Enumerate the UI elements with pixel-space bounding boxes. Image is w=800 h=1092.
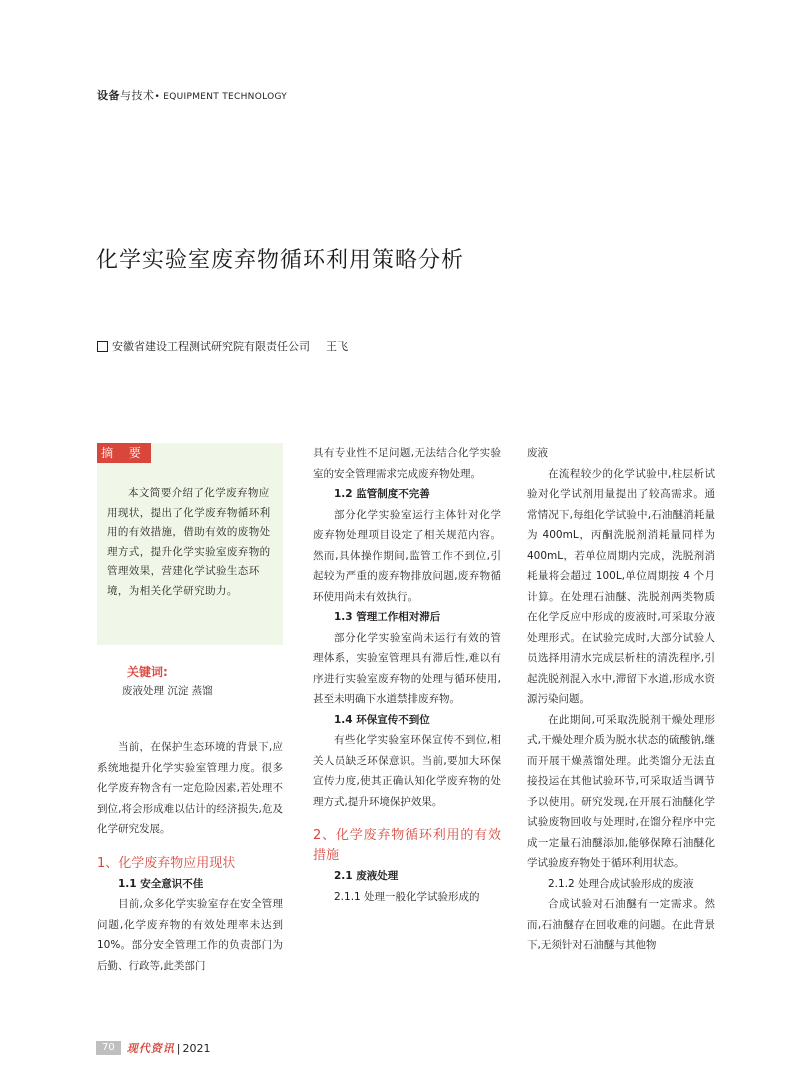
author-name: 王飞 <box>326 340 348 353</box>
subsection-heading: 2.1 废液处理 <box>334 870 399 882</box>
keywords-label: 关键词: <box>127 665 168 679</box>
paragraph: 部分化学实验室运行主体针对化学废弃物处理项目设定了相关规范内容。然而,具体操作期间,监管工作不到位,引起较为严重的废弃物排放问题,废弃物循环使用尚未有效执行。 <box>313 508 501 603</box>
paragraph: 部分化学实验室尚未运行有效的管理体系，实验室管理具有滞后性,难以有序进行实验室废弃物的处理与循环使用,甚至未明确下水道禁排废弃物。 <box>313 631 501 705</box>
paragraph: 2.1.1 处理一般化学试验形成的 <box>334 890 480 903</box>
magazine-name: 现代资讯 <box>126 1042 175 1055</box>
byline <box>97 338 348 354</box>
abstract-text: 本文简要介绍了化学废弃物应用现状，提出了化学废弃物循环利用的有效措施，借助有效的废物处理方式，提升化学实验室废弃物的管理效果，营建化学试验生态环境，为相关化学研究助力。 <box>107 487 271 597</box>
paragraph: 废液 <box>527 447 548 459</box>
column-2 <box>313 443 501 907</box>
subsection-heading: 1.1 安全意识不佳 <box>118 877 204 890</box>
paragraph: 合成试验对石油醚有一定需求。然而,石油醚存在回收难的问题。在此背景下,无须针对石油醚与其他物 <box>527 898 715 951</box>
paragraph: 2.1.2 处理合成试验形成的废液 <box>548 877 694 890</box>
article-title: 化学实验室废弃物循环利用策略分析 <box>96 248 465 273</box>
page-footer <box>96 1040 210 1056</box>
subsection-heading: 1.3 管理工作相对滞后 <box>334 611 441 623</box>
paragraph: 当前，在保护生态环境的背景下,应系统地提升化学实验室管理力度。很多化学废弃物含有一定危险因素,若处理不到位,将会形成难以估计的经济损失,危及化学研究发展。 <box>97 741 283 835</box>
paragraph: 目前,众多化学实验室存在安全管理问题,化学废弃物的有效处理率未达到 10%。部分安全管理工作的负责部门为后勤、行政等,此类部门 <box>97 898 283 972</box>
paragraph: 有些化学实验室环保宣传不到位,相关人员缺乏环保意识。当前,要加大环保宣传力度,使其正确认知化学废弃物的处理方式,提升环境保护效果。 <box>313 734 501 808</box>
section-heading: 2、化学废弃物循环利用的有效措施 <box>313 828 501 863</box>
subsection-heading: 1.2 监管制度不完善 <box>334 488 430 500</box>
issue-year: 2021 <box>182 1041 211 1055</box>
checkbox-square-icon <box>97 341 108 352</box>
column-1 <box>97 737 283 976</box>
section-heading: 1、化学废弃物应用现状 <box>97 855 236 871</box>
section-header: 设备与技术• EQUIPMENT TECHNOLOGY <box>97 89 288 102</box>
subsection-heading: 1.4 环保宣传不到位 <box>334 713 430 726</box>
paragraph: 具有专业性不足问题,无法结合化学实验室的安全管理需求完成废弃物处理。 <box>313 447 501 480</box>
footer-separator: | <box>176 1041 181 1055</box>
author-organization: 安徽省建设工程测试研究院有限责任公司 <box>112 340 310 353</box>
abstract-label: 摘 要 <box>97 443 151 463</box>
page-number: 70 <box>96 1041 121 1055</box>
paragraph: 在此期间,可采取洗脱剂干燥处理形式,干燥处理介质为脱水状态的硫酸钠,继而开展干燥蒸馏处理。此类馏分无法直接投运在其他试验环节,可采取适当调节予以使用。研究发现,在开展石油醚化学试验废物回收与处理时,在馏分程序中完成一定量石油醚添加,能够保障石油醚化学试验废弃物处于循环利用状态。 <box>527 713 715 869</box>
column-3 <box>527 443 715 956</box>
keywords-text: 废液处理 沉淀 蒸馏 <box>122 685 213 697</box>
paragraph: 在流程较少的化学试验中,柱层析试验对化学试剂用量提出了较高需求。通常情况下,每组化学试验中,石油醚消耗量为 400mL，丙酮洗脱剂消耗量同样为 400mL，若单位周期内完成，洗脱剂消耗量将会超过 100L,单位周期按 4 个月计算。在处理石油醚、洗脱剂两类物质在化学反应中形成的废液时,可采取分液处理形式。在试验完成时,大部分试验人员选择用清水完成层析柱的清洗程序,引起洗脱剂混入水中,滞留下水道,形成水资源污染问题。 <box>527 467 715 705</box>
